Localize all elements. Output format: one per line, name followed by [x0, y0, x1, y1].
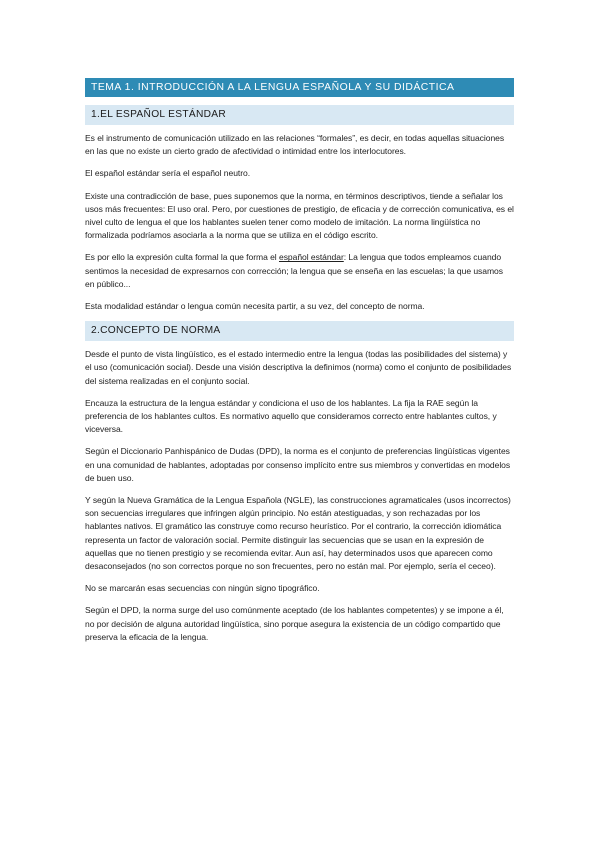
document-title: TEMA 1. INTRODUCCIÓN A LA LENGUA ESPAÑOLA Y SU DIDÁCTICA [85, 78, 514, 97]
paragraph: Según el Diccionario Panhispánico de Dudas (DPD), la norma es el conjunto de preferencias lingüísticas vigentes en una comunidad de hablantes, adoptadas por consenso implícito entre sus miembros y convertidas en modelos de buen uso. [85, 446, 511, 483]
paragraph: Esta modalidad estándar o lengua común necesita partir, a su vez, del concepto de norma. [85, 301, 425, 312]
paragraph-text: : La lengua que todos empleamos cuando sentimos la necesidad de expresarnos con corrección; la lengua que se enseña en las escuelas; la que usamos en público... [85, 252, 503, 289]
paragraph: Es el instrumento de comunicación utilizado en las relaciones “formales”, es decir, en todas aquellas situaciones en las que no existe un cierto grado de afectividad o intimidad entre los interlocutores. [85, 133, 505, 157]
paragraph: El español estándar sería el español neutro. [85, 168, 251, 179]
section-heading-1: 1.EL ESPAÑOL ESTÁNDAR [85, 105, 514, 125]
paragraph: Y según la Nueva Gramática de la Lengua Española (NGLE), las construcciones agramaticales (usos incorrectos) son secuencias irregulares que infringen algún principio. No están atestiguadas, y son rechazadas por los hablantes nativos. El gramático las construye como recurso heurístico. Por el contrario, la corrección idiomática representa un factor de valoración social. Permite distinguir las secuencias que se usan en la expresión de aquellas que no tienen prestigio y se recomienda evitar. Aun así, hay determinados usos que aparecen como desaconsejados (no son correctos porque no son frecuentes, pero no están mal. Por ejemplo, sería el ceceo). [85, 495, 511, 572]
paragraph: Desde el punto de vista lingüístico, es el estado intermedio entre la lengua (todas las posibilidades del sistema) y el uso (comunicación social). Desde una visión descriptiva la definimos (norma) como el conjunto de posibilidades del sistema realizadas en el conjunto social. [85, 349, 512, 386]
paragraph: No se marcarán esas secuencias con ningún signo tipográfico. [85, 583, 320, 594]
underlined-term: español estándar [278, 252, 344, 263]
section-heading-2: 2.CONCEPTO DE NORMA [85, 321, 514, 341]
paragraph: Según el DPD, la norma surge del uso comúnmente aceptado (de los hablantes competentes) y se impone a él, no por decisión de alguna autoridad lingüística, sino porque asegura la existencia de un código compartido que preserva la eficacia de la lengua. [85, 605, 504, 642]
paragraph: Existe una contradicción de base, pues suponemos que la norma, en términos descriptivos, tiende a señalar los usos más frecuentes: El uso oral. Pero, por cuestiones de prestigio, de eficacia y de corrección comunicativa, es el nivel culto de lengua el que los hablantes suelen tener como modelo de imitación. La norma lingüística no formalizada podríamos asociarla a la norma que se utiliza en el código escrito. [85, 190, 514, 241]
paragraph: Encauza la estructura de la lengua estándar y condiciona el uso de los hablantes. La fija la RAE según la preferencia de los hablantes cultos. Es normativo aquello que consideramos correcto entre hablantes cultos, y viceversa. [85, 397, 497, 435]
paragraph-text: Es por ello la expresión culta formal la que forma el [85, 252, 279, 263]
paragraph [85, 251, 514, 291]
